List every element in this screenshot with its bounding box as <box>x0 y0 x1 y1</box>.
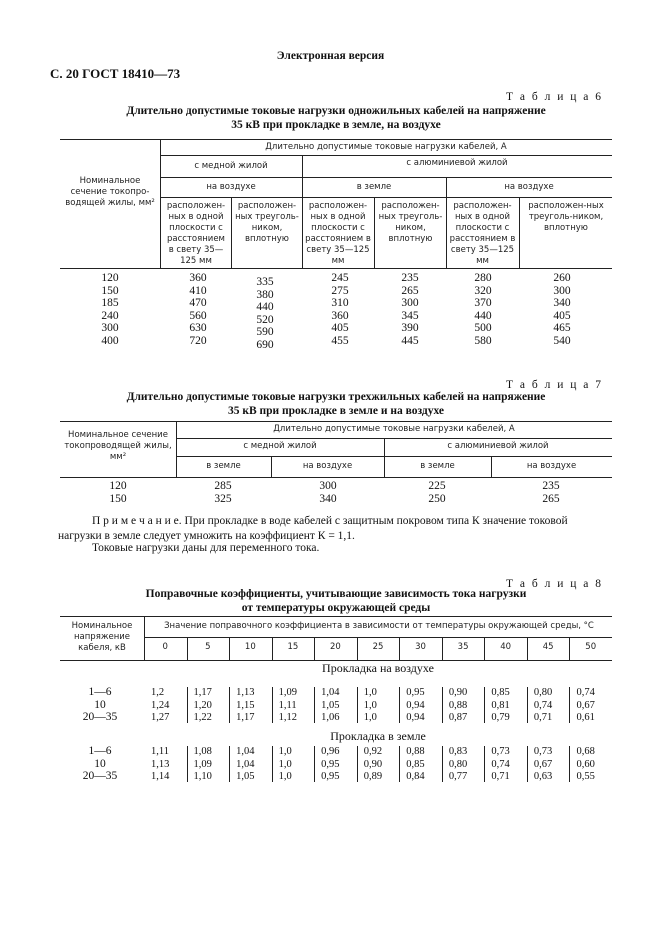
table-cell: 1,10 <box>193 771 212 783</box>
table-cell: 1,12 <box>278 712 297 724</box>
table7-al-air-head: на воздухе <box>526 461 577 471</box>
table7-cu-ground-head: в земле <box>206 461 241 471</box>
table-cell: 275 <box>331 284 349 297</box>
table-cell: 0,89 <box>363 771 383 783</box>
table-cell: 1,11 <box>278 699 297 711</box>
table8-title: Поправочные коэффициенты, учитывающие зависимость тока нагрузки от температуры окружающей среды <box>145 588 527 614</box>
table-cell: 0,95 <box>321 758 340 770</box>
table-cell: 455 <box>331 334 349 347</box>
table-cell: 0,83 <box>448 746 468 757</box>
table8-temp-header: 35 <box>457 642 469 652</box>
table8-air-voltages <box>70 686 130 724</box>
table6-title: Длительно допустимые токовые нагрузки одножильных кабелей на напряжение 35 кВ при прокладке в земле, на воздухе <box>126 105 546 131</box>
table8-temp-header: 5 <box>205 642 211 652</box>
table-cell: 1,17 <box>236 712 255 724</box>
table-cell: 0,85 <box>491 687 510 698</box>
table-cell: 1,05 <box>321 699 340 711</box>
table-cell: 310 <box>331 297 349 310</box>
table6-cu-air-flat <box>183 272 213 348</box>
table-cell: 1,09 <box>193 758 212 770</box>
table6-cu-air-flat-head: расположен-ных в одной плоскости с расстоянием в свету 35—125 мм <box>166 201 226 266</box>
table-cell: 500 <box>474 322 492 335</box>
table-cell: 590 <box>256 326 274 339</box>
table-cell: 300 <box>319 480 337 492</box>
table-cell: 0,92 <box>363 746 383 757</box>
table7-note: П р и м е ч а н и е. При прокладке в воде кабелей с защитным покровом типа К значение токовой нагрузки в земле следует умножить на коэффициент К = 1,1. <box>58 515 568 542</box>
table6-cu-air: на воздухе <box>206 182 256 192</box>
table-cell: 300 <box>401 297 419 310</box>
table-cell: 0,80 <box>448 758 468 770</box>
table-cell: 580 <box>474 334 492 347</box>
table8-temp-header: 25 <box>372 642 384 652</box>
table-cell: 245 <box>331 272 349 284</box>
table-cell: 345 <box>401 309 419 322</box>
table-cell: 380 <box>256 288 274 301</box>
table-cell: 1,27 <box>151 712 170 724</box>
table-cell: 0,88 <box>448 699 468 711</box>
table6-al-air-flat-head: расположен-ных в одной плоскости с расстоянием в свету 35—125 мм <box>449 201 516 266</box>
table7-al-ground-head: в земле <box>420 461 455 471</box>
table-cell: 1,0 <box>363 687 377 698</box>
table-cell: 1,13 <box>236 687 255 698</box>
edition-label: Электронная версия <box>276 50 385 62</box>
table-cell: 0,71 <box>533 712 553 724</box>
table6-cu-air-trefoil-head: расположен-ных треуголь-ником, вплотную <box>235 201 299 244</box>
table-cell: 300 <box>101 322 119 335</box>
table-cell: 1,0 <box>278 771 292 783</box>
table-cell: 0,68 <box>576 746 595 757</box>
table6-col-load: Длительно допустимые токовые нагрузки кабелей, А <box>265 142 507 152</box>
table-cell: 150 <box>101 284 119 297</box>
table8-ground-title: Прокладка в земле <box>330 729 426 743</box>
table-cell: 285 <box>214 480 232 492</box>
table6-cu-air-trefoil <box>250 276 280 352</box>
table-cell: 440 <box>256 301 274 314</box>
table-cell: 1,22 <box>193 712 212 724</box>
table-cell: 10 <box>94 757 106 770</box>
table-cell: 0,88 <box>406 746 425 757</box>
table-cell: 1,0 <box>278 746 292 757</box>
table-cell: 1,09 <box>278 687 297 698</box>
table6-al-air: на воздухе <box>504 182 554 192</box>
table-cell: 260 <box>553 272 571 284</box>
table6-col-section: Номинальное сечение токопро-водящей жилы, мм² <box>65 176 155 208</box>
table-cell: 360 <box>189 272 207 284</box>
table-cell: 20—35 <box>82 770 118 783</box>
table-cell: 0,74 <box>491 758 510 770</box>
table8-air-title: Прокладка на воздухе <box>322 661 434 675</box>
table-cell: 1,0 <box>363 712 377 724</box>
table-cell: 0,73 <box>491 746 510 757</box>
table-cell: 465 <box>553 322 571 335</box>
table6-copper: с медной жилой <box>194 161 268 171</box>
page-standard-ref: С. 20 ГОСТ 18410—73 <box>50 66 181 81</box>
table-cell: 0,60 <box>576 758 595 770</box>
table-cell: 0,94 <box>406 699 425 711</box>
table6-sections <box>80 272 140 348</box>
table8-temp-header: 40 <box>500 642 512 652</box>
table6-al-air-trefoil <box>547 272 577 348</box>
table8-temp-header: 15 <box>287 642 299 652</box>
table-cell: 1—6 <box>88 686 112 698</box>
table-cell: 265 <box>542 492 560 505</box>
table-cell: 0,84 <box>406 771 425 783</box>
table-cell: 1,04 <box>236 758 255 770</box>
table-cell: 225 <box>428 480 446 492</box>
table-cell: 150 <box>109 492 127 505</box>
table-cell: 1,20 <box>193 699 212 711</box>
table-cell: 0,94 <box>406 712 425 724</box>
table7-cu-ground <box>208 480 238 505</box>
table-cell: 265 <box>401 284 419 297</box>
table-cell: 10 <box>94 698 106 711</box>
table8-col-voltage: Номинальное напряжение кабеля, кВ <box>71 621 133 653</box>
table-cell: 1,13 <box>151 758 170 770</box>
table7-aluminum: с алюминиевой жилой <box>447 441 549 451</box>
table7-label: Т а б л и ц а 7 <box>505 379 603 391</box>
table-cell: 0,90 <box>448 687 468 698</box>
table6-al-ground-flat <box>325 272 355 348</box>
table-cell: 325 <box>214 492 232 505</box>
table-cell: 0,61 <box>576 712 595 724</box>
table-cell: 0,80 <box>533 687 553 698</box>
table-cell: 1,15 <box>236 699 255 711</box>
table-cell: 1,0 <box>278 758 292 770</box>
table-cell: 0,71 <box>491 771 510 783</box>
table-cell: 335 <box>256 276 274 288</box>
table-cell: 520 <box>256 313 274 326</box>
table-cell: 1,04 <box>236 746 255 757</box>
table-cell: 320 <box>474 284 492 297</box>
table-cell: 400 <box>101 334 119 347</box>
table-cell: 470 <box>189 297 207 310</box>
table-cell: 405 <box>553 309 571 322</box>
table-cell: 0,63 <box>533 771 553 783</box>
table-cell: 0,74 <box>576 687 595 698</box>
table-cell: 540 <box>553 334 571 347</box>
table-cell: 280 <box>474 272 492 284</box>
table-cell: 340 <box>319 492 337 505</box>
table-cell: 20—35 <box>82 711 118 724</box>
table6-al-ground-trefoil <box>395 272 425 348</box>
table-cell: 250 <box>428 492 446 505</box>
table-cell: 0,85 <box>406 758 425 770</box>
table-cell: 0,87 <box>448 712 468 724</box>
table7-copper: с медной жилой <box>243 441 317 451</box>
table-cell: 120 <box>101 272 119 284</box>
table-cell: 1—6 <box>88 745 112 757</box>
table-cell: 1,2 <box>151 687 165 698</box>
table6-label: Т а б л и ц а 6 <box>505 91 603 103</box>
table-cell: 340 <box>553 297 571 310</box>
table8-temp-header: 0 <box>162 642 168 652</box>
table-cell: 690 <box>256 338 274 351</box>
table-cell: 370 <box>474 297 492 310</box>
table-cell: 720 <box>189 334 207 347</box>
table-cell: 235 <box>542 480 560 492</box>
table-cell: 630 <box>189 322 207 335</box>
table-cell: 1,04 <box>321 687 340 698</box>
table7-col-load: Длительно допустимые токовые нагрузки кабелей, А <box>273 424 515 434</box>
table7-al-air <box>536 480 566 505</box>
table-cell: 0,95 <box>406 687 425 698</box>
table-cell: 0,90 <box>363 758 383 770</box>
table6-al-air-flat <box>468 272 498 348</box>
table-cell: 0,95 <box>321 771 340 783</box>
table-cell: 0,96 <box>321 746 340 757</box>
table-cell: 0,67 <box>533 758 553 770</box>
table6-al-ground: в земле <box>356 182 392 192</box>
table-cell: 300 <box>553 284 571 297</box>
table-cell: 405 <box>331 322 349 335</box>
table6-aluminum: с алюминиевой жилой <box>406 158 508 168</box>
table7-cu-air <box>313 480 343 505</box>
table8-temp-header: 50 <box>585 642 597 652</box>
table-cell: 560 <box>189 309 207 322</box>
table8-temp-header: 10 <box>244 642 256 652</box>
table7-cu-air-head: на воздухе <box>302 461 353 471</box>
table-cell: 410 <box>189 284 207 297</box>
table-cell: 445 <box>401 334 419 347</box>
table-cell: 120 <box>109 480 127 492</box>
table7-note-ac: Токовые нагрузки даны для переменного тока. <box>92 542 320 554</box>
table-cell: 1,24 <box>151 699 170 711</box>
table-cell: 390 <box>401 322 419 335</box>
table6-al-ground-flat-head: расположен-ных в одной плоскости с расстоянием в свету 35—125 мм <box>305 201 371 266</box>
table6-al-ground-trefoil-head: расположен-ных треуголь-ником, вплотную <box>378 201 443 244</box>
table-cell: 440 <box>474 309 492 322</box>
table8-temp-header: 30 <box>415 642 426 652</box>
table-cell: 1,08 <box>193 746 212 757</box>
table8-col-coef: Значение поправочного коэффициента в зависимости от температуры окружающей среды, °С <box>164 621 594 631</box>
table8-label: Т а б л и ц а 8 <box>505 578 603 590</box>
table7-al-ground <box>422 480 452 505</box>
table-cell: 240 <box>101 309 119 322</box>
table7-title: Длительно допустимые токовые нагрузки трехжильных кабелей на напряжение 35 кВ при прокладке в земле и на воздухе <box>126 391 546 417</box>
table-cell: 1,17 <box>193 687 212 698</box>
table-cell: 0,67 <box>576 699 595 711</box>
table-cell: 1,14 <box>151 771 170 783</box>
table-cell: 0,55 <box>576 771 595 783</box>
table-cell: 0,79 <box>491 712 510 724</box>
table-cell: 360 <box>331 309 349 322</box>
table-cell: 1,0 <box>363 699 377 711</box>
table8-ground-voltages <box>70 745 130 783</box>
table7-sections <box>88 480 148 505</box>
table-cell: 0,73 <box>533 746 553 757</box>
table8-temp-header: 20 <box>330 642 341 652</box>
table-cell: 235 <box>401 272 419 284</box>
table8-temp-header: 45 <box>542 642 554 652</box>
table-cell: 0,74 <box>533 699 553 711</box>
table6-al-air-trefoil-head: расположен-ных треуголь-ником, вплотную <box>528 201 604 233</box>
table-cell: 0,77 <box>448 771 468 783</box>
table7-col-section: Номинальное сечение токопроводящей жилы, мм² <box>64 430 172 462</box>
table-cell: 1,11 <box>151 746 169 757</box>
table-cell: 1,05 <box>236 771 255 783</box>
table-cell: 0,81 <box>491 699 510 711</box>
table-cell: 185 <box>101 297 119 310</box>
table-cell: 1,06 <box>321 712 340 724</box>
